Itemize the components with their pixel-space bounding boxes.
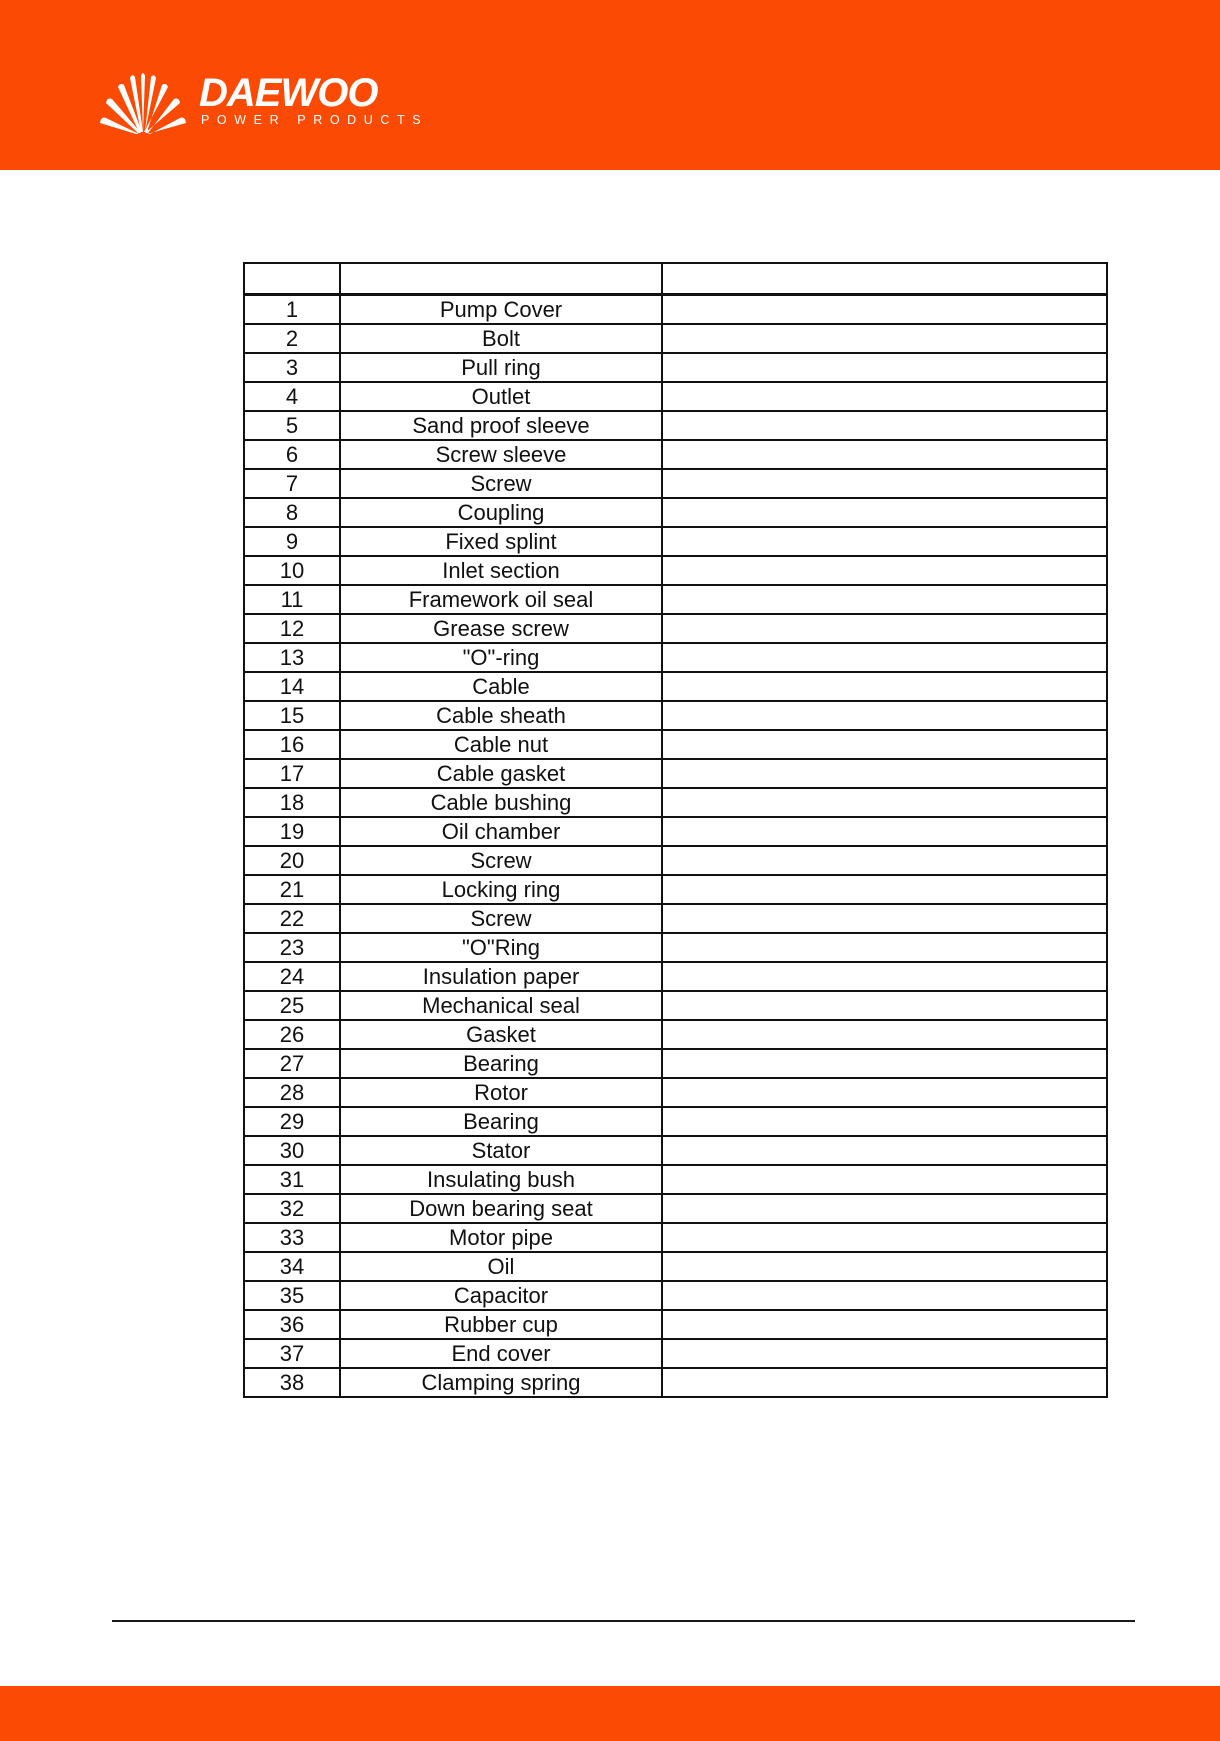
part-name-cell: Pump Cover	[340, 295, 662, 325]
part-extra-cell	[662, 353, 1107, 382]
part-name-cell: Cable sheath	[340, 701, 662, 730]
part-extra-cell	[662, 1107, 1107, 1136]
brand-name: DAEWOO	[199, 71, 378, 115]
table-row	[244, 904, 1107, 933]
part-number-cell: 21	[244, 875, 340, 904]
header-cell-name	[340, 263, 662, 295]
footer-divider	[112, 1620, 1135, 1622]
part-name-cell: Cable bushing	[340, 788, 662, 817]
part-number-cell: 29	[244, 1107, 340, 1136]
table-row	[244, 556, 1107, 585]
part-extra-cell	[662, 295, 1107, 325]
part-name-cell: "O"-ring	[340, 643, 662, 672]
part-number-cell: 6	[244, 440, 340, 469]
part-number-cell: 22	[244, 904, 340, 933]
part-name-cell: Down bearing seat	[340, 1194, 662, 1223]
table-row	[244, 411, 1107, 440]
part-number-cell: 27	[244, 1049, 340, 1078]
part-number-cell: 3	[244, 353, 340, 382]
table-row	[244, 846, 1107, 875]
part-number-cell: 17	[244, 759, 340, 788]
daewoo-fan-logo-icon	[100, 68, 186, 134]
part-number-cell: 31	[244, 1165, 340, 1194]
part-extra-cell	[662, 1252, 1107, 1281]
part-number-cell: 7	[244, 469, 340, 498]
part-extra-cell	[662, 672, 1107, 701]
part-extra-cell	[662, 585, 1107, 614]
part-extra-cell	[662, 556, 1107, 585]
part-number-cell: 33	[244, 1223, 340, 1252]
part-extra-cell	[662, 527, 1107, 556]
part-number-cell: 12	[244, 614, 340, 643]
part-name-cell: Framework oil seal	[340, 585, 662, 614]
table-row	[244, 1339, 1107, 1368]
part-extra-cell	[662, 759, 1107, 788]
part-number-cell: 20	[244, 846, 340, 875]
part-name-cell: Cable gasket	[340, 759, 662, 788]
table-row	[244, 295, 1107, 325]
table-row	[244, 759, 1107, 788]
part-extra-cell	[662, 1310, 1107, 1339]
part-name-cell: Coupling	[340, 498, 662, 527]
part-name-cell: Rubber cup	[340, 1310, 662, 1339]
part-extra-cell	[662, 1078, 1107, 1107]
part-extra-cell	[662, 817, 1107, 846]
part-extra-cell	[662, 382, 1107, 411]
part-number-cell: 2	[244, 324, 340, 353]
table-row	[244, 1165, 1107, 1194]
part-name-cell: Inlet section	[340, 556, 662, 585]
part-extra-cell	[662, 643, 1107, 672]
table-row	[244, 1078, 1107, 1107]
part-extra-cell	[662, 498, 1107, 527]
part-name-cell: Screw	[340, 846, 662, 875]
part-number-cell: 36	[244, 1310, 340, 1339]
table-row	[244, 527, 1107, 556]
part-number-cell: 4	[244, 382, 340, 411]
part-name-cell: Insulating bush	[340, 1165, 662, 1194]
part-extra-cell	[662, 1339, 1107, 1368]
brand-subtitle: POWER PRODUCTS	[201, 113, 429, 127]
part-name-cell: Screw	[340, 904, 662, 933]
part-name-cell: Fixed splint	[340, 527, 662, 556]
part-number-cell: 28	[244, 1078, 340, 1107]
table-row	[244, 1049, 1107, 1078]
table-row	[244, 1136, 1107, 1165]
part-number-cell: 11	[244, 585, 340, 614]
table-header-row	[244, 263, 1107, 295]
table-row	[244, 382, 1107, 411]
part-name-cell: Rotor	[340, 1078, 662, 1107]
table-row	[244, 440, 1107, 469]
part-name-cell: Bearing	[340, 1107, 662, 1136]
table-row	[244, 643, 1107, 672]
table-row	[244, 1223, 1107, 1252]
part-extra-cell	[662, 324, 1107, 353]
part-name-cell: Outlet	[340, 382, 662, 411]
part-name-cell: Bolt	[340, 324, 662, 353]
table-row	[244, 991, 1107, 1020]
table-row	[244, 933, 1107, 962]
part-number-cell: 25	[244, 991, 340, 1020]
part-extra-cell	[662, 1194, 1107, 1223]
part-name-cell: Screw sleeve	[340, 440, 662, 469]
part-number-cell: 32	[244, 1194, 340, 1223]
part-extra-cell	[662, 1049, 1107, 1078]
table-row	[244, 1368, 1107, 1397]
part-extra-cell	[662, 1368, 1107, 1397]
table-row	[244, 585, 1107, 614]
part-name-cell: Locking ring	[340, 875, 662, 904]
part-extra-cell	[662, 1223, 1107, 1252]
part-name-cell: "O"Ring	[340, 933, 662, 962]
part-extra-cell	[662, 440, 1107, 469]
part-extra-cell	[662, 730, 1107, 759]
part-number-cell: 38	[244, 1368, 340, 1397]
table-row	[244, 1252, 1107, 1281]
table-row	[244, 788, 1107, 817]
part-extra-cell	[662, 1136, 1107, 1165]
part-extra-cell	[662, 846, 1107, 875]
part-number-cell: 26	[244, 1020, 340, 1049]
part-name-cell: Screw	[340, 469, 662, 498]
part-name-cell: Sand proof sleeve	[340, 411, 662, 440]
parts-list-table	[243, 262, 1108, 1398]
part-number-cell: 23	[244, 933, 340, 962]
part-extra-cell	[662, 904, 1107, 933]
header-cell-blank	[662, 263, 1107, 295]
table-row	[244, 701, 1107, 730]
part-extra-cell	[662, 1281, 1107, 1310]
part-number-cell: 37	[244, 1339, 340, 1368]
part-number-cell: 13	[244, 643, 340, 672]
table-row	[244, 962, 1107, 991]
table-row	[244, 1281, 1107, 1310]
table-row	[244, 324, 1107, 353]
part-extra-cell	[662, 1020, 1107, 1049]
table-row	[244, 672, 1107, 701]
part-number-cell: 14	[244, 672, 340, 701]
table-row	[244, 614, 1107, 643]
part-name-cell: End cover	[340, 1339, 662, 1368]
part-number-cell: 15	[244, 701, 340, 730]
part-number-cell: 16	[244, 730, 340, 759]
part-number-cell: 35	[244, 1281, 340, 1310]
part-extra-cell	[662, 614, 1107, 643]
table-row	[244, 498, 1107, 527]
part-number-cell: 5	[244, 411, 340, 440]
part-number-cell: 18	[244, 788, 340, 817]
footer-band	[0, 1686, 1220, 1741]
part-name-cell: Pull ring	[340, 353, 662, 382]
part-number-cell: 34	[244, 1252, 340, 1281]
part-extra-cell	[662, 411, 1107, 440]
part-name-cell: Stator	[340, 1136, 662, 1165]
table-row	[244, 1020, 1107, 1049]
part-name-cell: Bearing	[340, 1049, 662, 1078]
part-name-cell: Cable	[340, 672, 662, 701]
part-number-cell: 24	[244, 962, 340, 991]
part-extra-cell	[662, 933, 1107, 962]
table-row	[244, 353, 1107, 382]
part-name-cell: Capacitor	[340, 1281, 662, 1310]
part-number-cell: 19	[244, 817, 340, 846]
part-name-cell: Oil chamber	[340, 817, 662, 846]
part-name-cell: Oil	[340, 1252, 662, 1281]
part-extra-cell	[662, 962, 1107, 991]
part-number-cell: 10	[244, 556, 340, 585]
part-number-cell: 9	[244, 527, 340, 556]
part-extra-cell	[662, 788, 1107, 817]
part-number-cell: 30	[244, 1136, 340, 1165]
header-cell-number	[244, 263, 340, 295]
part-number-cell: 1	[244, 295, 340, 325]
part-name-cell: Motor pipe	[340, 1223, 662, 1252]
part-extra-cell	[662, 469, 1107, 498]
table-row	[244, 817, 1107, 846]
table-row	[244, 1310, 1107, 1339]
table-row	[244, 730, 1107, 759]
part-name-cell: Mechanical seal	[340, 991, 662, 1020]
part-name-cell: Clamping spring	[340, 1368, 662, 1397]
part-extra-cell	[662, 991, 1107, 1020]
table-row	[244, 1107, 1107, 1136]
part-extra-cell	[662, 875, 1107, 904]
table-row	[244, 875, 1107, 904]
part-name-cell: Gasket	[340, 1020, 662, 1049]
part-name-cell: Insulation paper	[340, 962, 662, 991]
table-row	[244, 1194, 1107, 1223]
table-row	[244, 469, 1107, 498]
part-extra-cell	[662, 701, 1107, 730]
part-extra-cell	[662, 1165, 1107, 1194]
part-name-cell: Cable nut	[340, 730, 662, 759]
part-name-cell: Grease screw	[340, 614, 662, 643]
header-band	[0, 0, 1220, 170]
part-number-cell: 8	[244, 498, 340, 527]
